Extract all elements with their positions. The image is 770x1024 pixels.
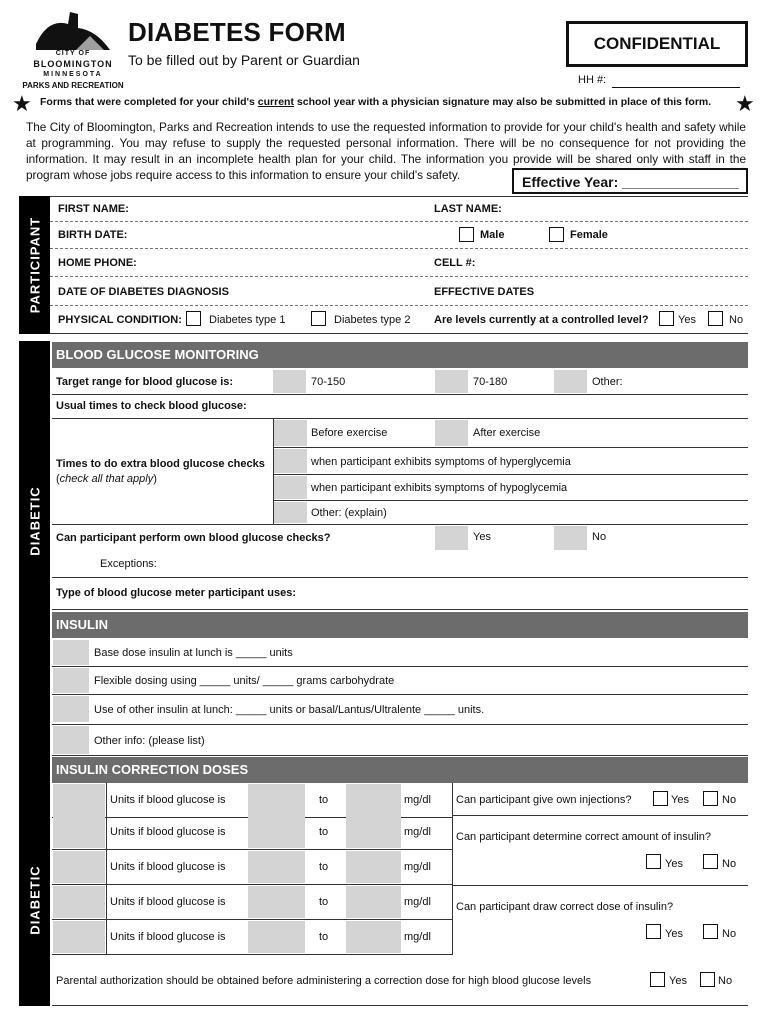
base-dose-label: Base dose insulin at lunch is _____ units	[94, 647, 293, 659]
units-label: Units if blood glucose is	[110, 794, 226, 806]
to-label: to	[319, 861, 329, 873]
type1-checkbox[interactable]	[186, 311, 201, 326]
usual-times-label: Usual times to check blood glucose:	[56, 400, 247, 412]
row-divider	[273, 447, 748, 448]
correction-row-checkbox[interactable]	[53, 851, 105, 883]
base-dose-checkbox[interactable]	[53, 640, 89, 665]
confidential-badge: CONFIDENTIAL	[566, 21, 748, 67]
draw-yes-label: Yes	[665, 928, 683, 940]
glucose-from-field[interactable]	[248, 816, 305, 848]
glucose-from-field[interactable]	[248, 921, 305, 953]
to-label: to	[319, 931, 329, 943]
range-other-label: Other:	[592, 376, 623, 388]
male-label: Male	[480, 229, 505, 241]
own-checks-no-checkbox[interactable]	[554, 526, 587, 550]
row-divider	[452, 815, 748, 816]
own-injections-yes-label: Yes	[671, 794, 689, 806]
glucose-to-field[interactable]	[346, 921, 401, 953]
cell-label: CELL #:	[434, 257, 476, 269]
range-other-checkbox[interactable]	[554, 370, 587, 393]
units-label: Units if blood glucose is	[110, 931, 226, 943]
row-divider	[50, 248, 748, 249]
draw-no-checkbox[interactable]	[703, 924, 718, 939]
glucose-to-field[interactable]	[346, 816, 401, 848]
type1-label: Diabetes type 1	[209, 314, 286, 326]
diabetic-side-bar	[19, 341, 50, 1006]
hh-input-line[interactable]	[612, 87, 740, 88]
row-divider	[52, 577, 748, 578]
other-explain-label: Other: (explain)	[311, 507, 387, 519]
participant-side-label: PARTICIPANT	[27, 216, 42, 314]
row-divider	[452, 885, 748, 886]
type2-checkbox[interactable]	[311, 311, 326, 326]
glucose-from-field[interactable]	[248, 784, 305, 816]
extra-checks-label: Times to do extra blood glucose checks	[56, 458, 265, 470]
controlled-yes-checkbox[interactable]	[659, 311, 674, 326]
row-divider	[52, 724, 748, 725]
form-subtitle: To be filled out by Parent or Guardian	[128, 52, 360, 68]
range1-checkbox[interactable]	[273, 370, 306, 393]
row-divider	[52, 418, 748, 419]
female-checkbox[interactable]	[549, 227, 564, 242]
row-divider	[52, 954, 452, 955]
correction-row-checkbox[interactable]	[53, 784, 105, 816]
range2-checkbox[interactable]	[435, 370, 468, 393]
other-insulin-label: Use of other insulin at lunch: _____ units or basal/Lantus/Ultralente _____ units.	[94, 704, 485, 716]
own-checks-yes-checkbox[interactable]	[435, 526, 468, 550]
controlled-no-label: No	[729, 314, 744, 326]
flexible-label: Flexible dosing using _____ units/ _____ grams carbohydrate	[94, 675, 395, 687]
parental-authorization-text: Parental authorization should be obtained before administering a correction dose for high blood glucose levels	[56, 975, 592, 987]
row-divider	[50, 276, 748, 277]
row-divider	[52, 1005, 748, 1006]
correction-row-checkbox[interactable]	[53, 816, 105, 848]
participant-top-line	[50, 196, 748, 197]
correction-row-checkbox[interactable]	[53, 921, 105, 953]
unit-label: mg/dl	[404, 794, 431, 806]
after-exercise-checkbox[interactable]	[435, 420, 468, 446]
physical-condition-label: PHYSICAL CONDITION:	[58, 314, 182, 326]
parental-yes-label: Yes	[669, 975, 687, 987]
own-injections-question: Can participant give own injections?	[456, 794, 632, 806]
controlled-no-checkbox[interactable]	[708, 311, 723, 326]
row-divider	[52, 666, 748, 667]
determine-amount-question: Can participant determine correct amount of insulin?	[456, 831, 711, 843]
row-divider	[52, 849, 452, 850]
own-injections-no-label: No	[722, 794, 737, 806]
glucose-to-field[interactable]	[346, 784, 401, 816]
row-divider	[52, 919, 452, 920]
col-divider	[452, 783, 453, 955]
exceptions-label: Exceptions:	[100, 558, 157, 570]
other-insulin-checkbox[interactable]	[53, 696, 89, 722]
row-divider	[52, 609, 748, 610]
range1-label: 70-150	[311, 376, 346, 388]
row-divider	[52, 394, 748, 395]
birth-date-label: BIRTH DATE:	[58, 229, 128, 241]
controlled-yes-label: Yes	[678, 314, 696, 326]
target-range-label: Target range for blood glucose is:	[56, 376, 234, 388]
other-info-label: Other info: (please list)	[94, 735, 205, 747]
unit-label: mg/dl	[404, 896, 431, 908]
before-exercise-label: Before exercise	[311, 427, 388, 439]
bgm-header: BLOOD GLUCOSE MONITORING	[52, 342, 748, 368]
other-explain-checkbox[interactable]	[274, 502, 307, 523]
participant-side-bar	[19, 196, 50, 334]
own-checks-no-label: No	[592, 531, 607, 543]
diabetic-side-label-top: DIABETIC	[27, 485, 42, 556]
to-label: to	[319, 826, 329, 838]
glucose-to-field[interactable]	[346, 851, 401, 883]
row-divider	[50, 221, 748, 222]
row-divider	[273, 500, 748, 501]
unit-label: mg/dl	[404, 861, 431, 873]
star-right-icon: ★	[735, 91, 755, 116]
before-exercise-checkbox[interactable]	[274, 420, 307, 446]
own-injections-no-checkbox[interactable]	[703, 791, 718, 806]
units-label: Units if blood glucose is	[110, 896, 226, 908]
determine-no-label: No	[722, 858, 737, 870]
male-checkbox[interactable]	[459, 227, 474, 242]
own-injections-yes-checkbox[interactable]	[653, 791, 668, 806]
diabetic-side-label-bottom: DIABETIC	[27, 864, 42, 935]
determine-no-checkbox[interactable]	[703, 854, 718, 869]
last-name-label: LAST NAME:	[434, 203, 502, 215]
draw-dose-question: Can participant draw correct dose of insulin?	[456, 901, 674, 913]
unit-label: mg/dl	[404, 826, 431, 838]
insulin-header: INSULIN	[52, 612, 748, 638]
parental-yes-checkbox[interactable]	[650, 972, 665, 987]
row-divider	[52, 524, 748, 525]
determine-yes-label: Yes	[665, 858, 683, 870]
city-logo	[18, 10, 128, 96]
determine-yes-checkbox[interactable]	[646, 854, 661, 869]
range2-label: 70-180	[473, 376, 508, 388]
diagnosis-date-label: DATE OF DIABETES DIAGNOSIS	[58, 286, 229, 298]
logo-line-4: PARKS AND RECREATION	[22, 81, 124, 90]
type2-label: Diabetes type 2	[334, 314, 411, 326]
units-label: Units if blood glucose is	[110, 861, 226, 873]
hypo-label: when participant exhibits symptoms of hypoglycemia	[311, 482, 568, 494]
row-divider	[52, 884, 452, 885]
own-checks-label: Can participant perform own blood glucose checks?	[56, 532, 331, 544]
star-left-icon: ★	[12, 91, 32, 116]
row-divider	[52, 694, 748, 695]
units-label: Units if blood glucose is	[110, 826, 226, 838]
row-divider	[273, 474, 748, 475]
correction-row-checkbox[interactable]	[53, 886, 105, 918]
flexible-checkbox[interactable]	[53, 668, 89, 693]
col-divider	[106, 783, 107, 955]
effective-year-field[interactable]: Effective Year: _______________	[512, 168, 748, 194]
own-checks-yes-label: Yes	[473, 531, 491, 543]
meter-type-label: Type of blood glucose meter participant uses:	[56, 587, 297, 599]
other-info-checkbox[interactable]	[53, 726, 89, 754]
hyper-checkbox[interactable]	[274, 449, 307, 473]
intro-paragraph: The City of Bloomington, Parks and Recreation intends to use the requested information to provide for your child's health and safety while at programming. You may refuse to supply the requested personal information. There will be no consequence for not providing the information. It may result in an incomplete health plan for your child. The information you provide will be shared only with staff in the program whose jobs require access to this information to ensure your child's safety.	[26, 120, 746, 182]
unit-label: mg/dl	[404, 931, 431, 943]
female-label: Female	[570, 229, 608, 241]
logo-line-3: MINNESOTA	[43, 71, 103, 78]
to-label: to	[319, 896, 329, 908]
form-title: DIABETES FORM	[128, 17, 346, 47]
hh-label: HH #:	[578, 74, 607, 86]
glucose-from-field[interactable]	[248, 886, 305, 918]
draw-no-label: No	[722, 928, 737, 940]
hyper-label: when participant exhibits symptoms of hyperglycemia	[311, 456, 571, 468]
home-phone-label: HOME PHONE:	[58, 257, 137, 269]
hypo-checkbox[interactable]	[274, 476, 307, 499]
notice-text: Forms that were completed for your child's current school year with a physician signature may also be submitted in place of this form.	[40, 96, 712, 108]
correction-header: INSULIN CORRECTION DOSES	[52, 757, 748, 783]
logo-line-2: BLOOMINGTON	[33, 59, 113, 69]
participant-bottom-line	[50, 333, 748, 334]
glucose-to-field[interactable]	[346, 886, 401, 918]
parental-no-checkbox[interactable]	[700, 972, 715, 987]
row-divider	[52, 755, 748, 756]
to-label: to	[319, 794, 329, 806]
parental-no-label: No	[718, 975, 733, 987]
controlled-question: Are levels currently at a controlled level?	[434, 314, 649, 326]
check-all-note: (check all that apply)	[56, 473, 157, 485]
after-exercise-label: After exercise	[473, 427, 541, 439]
logo-line-1: CITY OF	[55, 50, 91, 57]
glucose-from-field[interactable]	[248, 851, 305, 883]
row-divider	[50, 305, 748, 306]
first-name-label: FIRST NAME:	[58, 203, 129, 215]
draw-yes-checkbox[interactable]	[646, 924, 661, 939]
effective-dates-label: EFFECTIVE DATES	[434, 286, 535, 298]
